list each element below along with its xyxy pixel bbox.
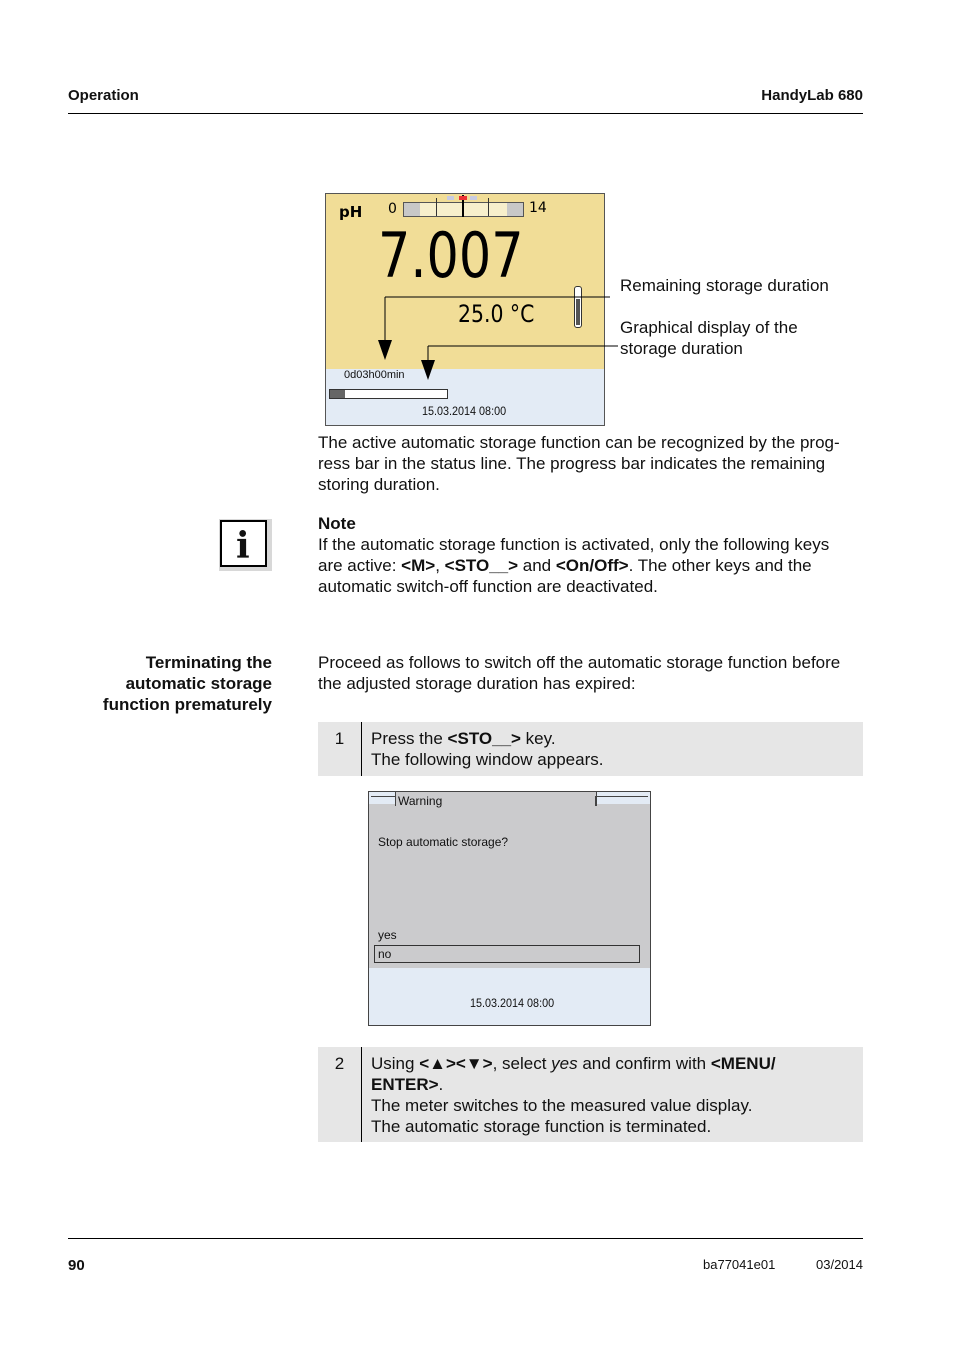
info-icon: i — [219, 519, 272, 571]
callout-graphical-display-2: storage duration — [620, 339, 743, 358]
document-id: ba77041e01 — [703, 1257, 776, 1272]
remaining-duration: 0d03h00min — [344, 369, 405, 381]
note-block — [318, 513, 863, 597]
header-rule — [68, 113, 863, 114]
header-product-name: HandyLab 680 — [761, 87, 863, 104]
ph-scale-bar — [403, 202, 524, 217]
step-1: 1 Press the <STO__> key. The following window appears. — [318, 722, 863, 776]
header-section-title: Operation — [68, 87, 139, 104]
parameter-label: pH — [339, 203, 363, 221]
scale-min: 0 — [388, 201, 397, 217]
warning-title: Warning — [398, 794, 443, 808]
callout-arrow-remaining — [378, 340, 392, 360]
callout-arrow-graphical — [421, 360, 435, 380]
warning-tab — [395, 792, 597, 806]
option-no-selected[interactable] — [374, 945, 640, 963]
ph-indicator-marker — [459, 196, 467, 200]
document-date: 03/2014 — [816, 1257, 863, 1272]
storage-progress-fill — [330, 390, 345, 398]
callout-remaining-duration: Remaining storage duration — [620, 276, 829, 295]
step-2-number: 2 — [334, 1054, 345, 1073]
temperature-value: 25.0 °C — [458, 300, 535, 328]
warning-question: Stop automatic storage? — [378, 835, 509, 849]
option-no-label: no — [378, 947, 392, 961]
measured-value: 7.007 — [378, 219, 524, 292]
warning-datetime: 15.03.2014 08:00 — [470, 996, 555, 1010]
status-datetime: 15.03.2014 08:00 — [422, 404, 507, 418]
scale-max: 14 — [529, 200, 547, 216]
note-line-2: are active: <M>, <STO__> and <On/Off>. The other keys and the — [318, 556, 812, 575]
option-yes[interactable]: yes — [378, 928, 397, 942]
section-intro: Proceed as follows to switch off the automatic storage function before the adjusted storage duration has expired: — [318, 653, 841, 693]
step-1-number: 1 — [334, 729, 345, 748]
callout-graphical-display-1: Graphical display of the — [620, 318, 798, 337]
note-line-3: automatic switch-off function are deactivated. — [318, 577, 658, 596]
storage-progress-bar — [329, 389, 448, 399]
note-line-1: If the automatic storage function is activated, only the following keys — [318, 535, 830, 554]
warning-window — [368, 791, 651, 1026]
note-title: Note — [318, 514, 356, 533]
callout-arrows — [370, 280, 620, 390]
footer-rule — [68, 1238, 863, 1239]
description-paragraph: The active automatic storage function can be recognized by the prog- ress bar in the status line. The progress bar indicates the remaining storing duration. — [318, 433, 840, 494]
step-2: 2 Using <▲><▼>, select yes and confirm with <MENU/ ENTER>. The meter switches to the measured value display. The automatic storage function is terminated. — [318, 1047, 863, 1142]
section-heading: Terminating the automatic storage function prematurely — [102, 653, 272, 714]
page-number: 90 — [68, 1257, 85, 1274]
